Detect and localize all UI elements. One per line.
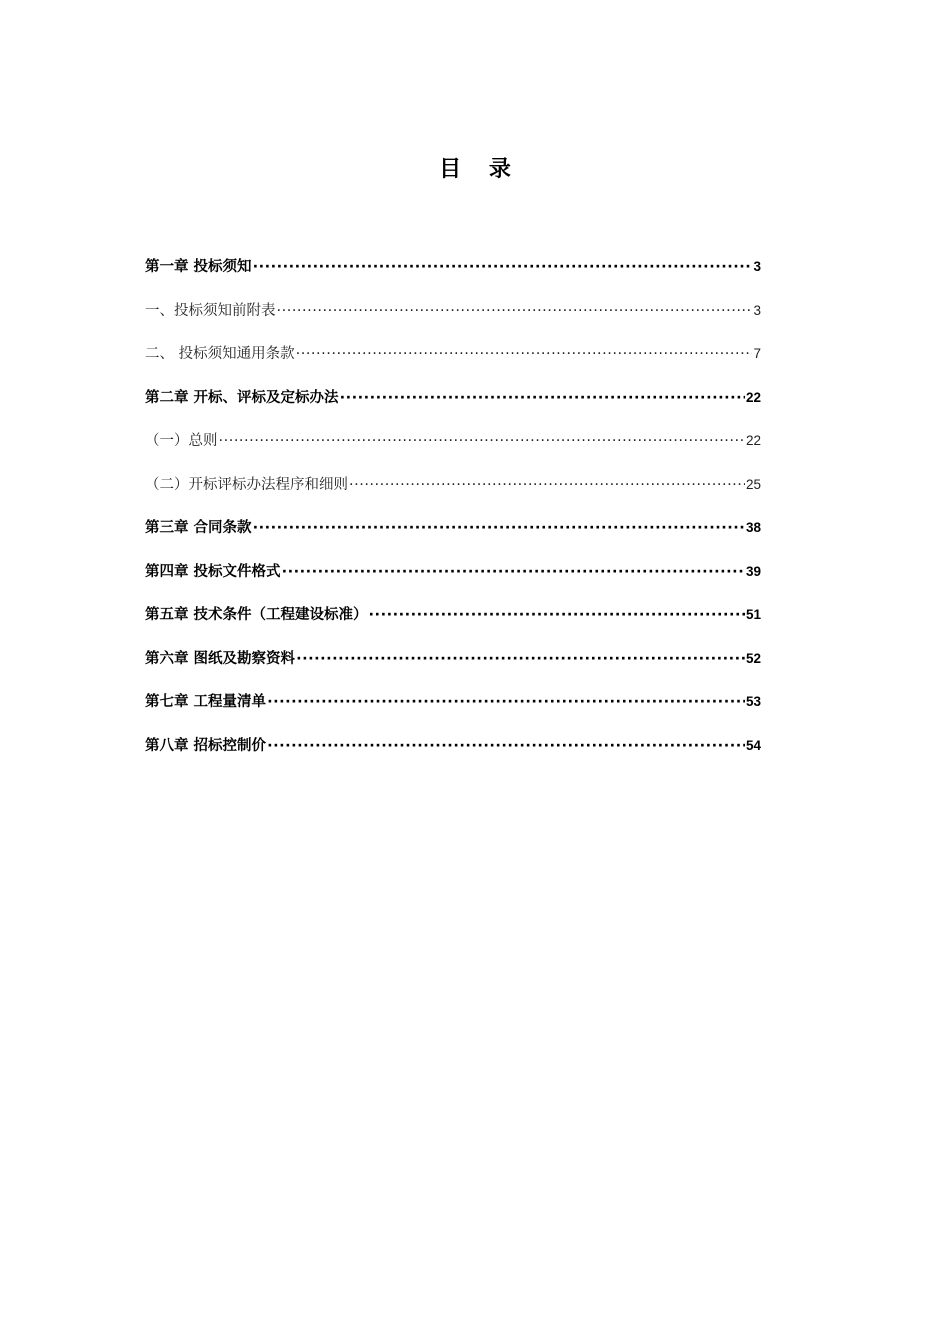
toc-entry-page-number: 25 — [745, 476, 761, 492]
toc-dot-leader — [253, 252, 753, 282]
toc-dot-leader — [277, 296, 753, 326]
toc-entry-page-number: 22 — [745, 389, 761, 405]
toc-entry-page-number: 39 — [745, 563, 761, 579]
toc-entry-label: 第七章 工程量清单 — [145, 694, 267, 710]
toc-dot-leader — [267, 731, 745, 761]
toc-entry-label: 第六章 图纸及勘察资料 — [145, 650, 296, 667]
toc-entry-section-2-2[interactable] — [145, 470, 761, 514]
toc-entry-page-number: 38 — [745, 520, 761, 535]
toc-entry-page-number: 3 — [753, 259, 761, 274]
toc-entry-section-2-1[interactable] — [145, 426, 761, 470]
toc-entry-chapter-5[interactable] — [145, 600, 761, 644]
toc-entry-label: 第五章 技术条件（工程建设标准） — [145, 607, 368, 623]
toc-entry-page-number: 54 — [745, 737, 761, 753]
toc-dot-leader — [253, 513, 745, 543]
toc-entry-label: （二）开标评标办法程序和细则 — [145, 476, 348, 493]
toc-entry-label: 第四章 投标文件格式 — [145, 563, 281, 580]
toc-entry-chapter-7[interactable] — [145, 687, 761, 731]
toc-entry-page-number: 22 — [745, 433, 761, 448]
toc-entry-chapter-3[interactable] — [145, 513, 761, 557]
toc-entry-section-1-1[interactable] — [145, 296, 761, 340]
toc-entry-page-number: 3 — [753, 302, 761, 318]
toc-dot-leader — [282, 557, 745, 587]
table-of-contents — [145, 252, 761, 774]
toc-entry-label: 一、投标须知前附表 — [145, 302, 276, 319]
toc-entry-label: （一）总则 — [145, 433, 218, 449]
toc-dot-leader — [369, 600, 745, 630]
toc-entry-label: 二、 投标须知通用条款 — [145, 346, 295, 362]
toc-entry-chapter-4[interactable] — [145, 557, 761, 601]
toc-entry-label: 第二章 开标、评标及定标办法 — [145, 389, 339, 406]
toc-entry-page-number: 51 — [745, 607, 761, 622]
toc-entry-label: 第一章 投标须知 — [145, 259, 252, 275]
toc-entry-chapter-1[interactable] — [145, 252, 761, 296]
toc-entry-label: 第八章 招标控制价 — [145, 737, 267, 754]
toc-dot-leader — [267, 687, 745, 717]
toc-entry-page-number: 53 — [745, 694, 761, 709]
toc-dot-leader — [349, 470, 745, 500]
toc-entry-chapter-8[interactable] — [145, 731, 761, 775]
toc-entry-chapter-2[interactable] — [145, 383, 761, 427]
toc-dot-leader — [219, 426, 745, 456]
toc-dot-leader — [296, 339, 753, 369]
toc-entry-section-1-2[interactable] — [145, 339, 761, 383]
toc-dot-leader — [296, 644, 745, 674]
toc-entry-chapter-6[interactable] — [145, 644, 761, 688]
toc-entry-page-number: 7 — [753, 346, 761, 361]
toc-title: 目 录 — [439, 157, 521, 182]
toc-dot-leader — [340, 383, 745, 413]
toc-entry-label: 第三章 合同条款 — [145, 520, 252, 536]
toc-entry-page-number: 52 — [745, 650, 761, 666]
